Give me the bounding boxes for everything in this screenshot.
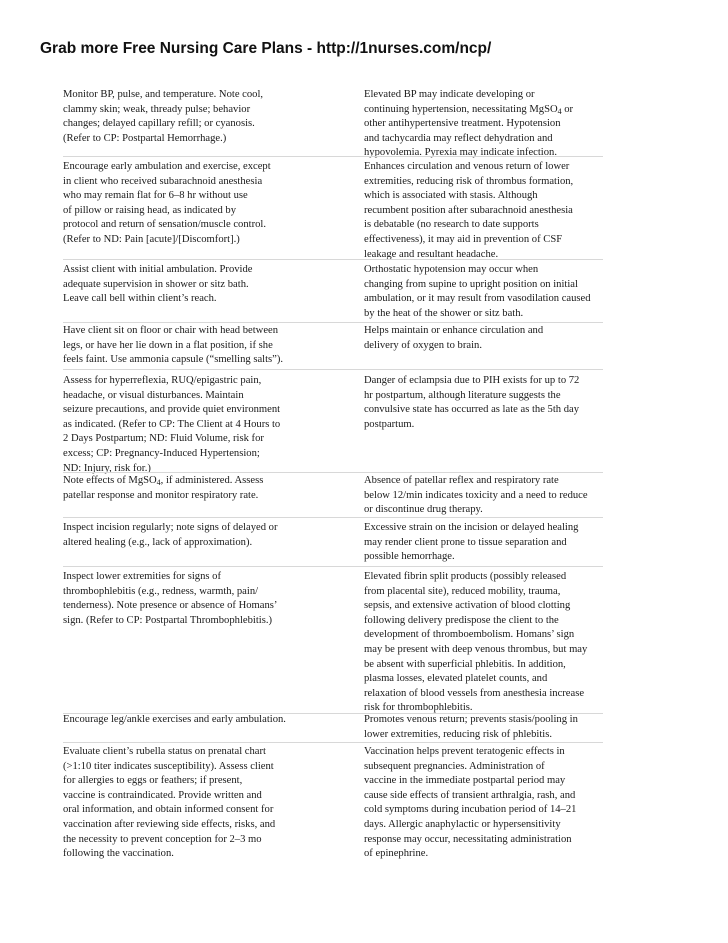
rationale: Orthostatic hypotension may occur when changing from supine to upright position on initial ambulation, or it may result from vasodilation caused by the heat of the shower or sitz bath. — [364, 264, 591, 319]
page-header: Grab more Free Nursing Care Plans - http://1nurses.com/ncp/ — [40, 40, 492, 57]
rationale: Elevated BP may indicate developing or continuing hypertension, necessitating MgSO$_4$ or other antihypertensive treatment. Hypotension and tachycardia may reflect dehydration and hypovolemia. Pyrexia may indicate infection. — [364, 89, 574, 159]
nursing-action: Encourage early ambulation and exercise, except in client who received subarachnoid anesthesia who may remain flat for 6–8 hr without use of pillow or raising head, as indicated by protocol and return of sensation/muscle control. (Refer to ND: Pain [acute]/[Discomfort].) — [63, 161, 271, 245]
rationale: Elevated fibrin split products (possibly released from placental site), reduced mobility, trauma, sepsis, and extensive activation of blood clotting following delivery predispose the client to the development of thromboembolism. Homans’ sign may be present with deep venous thrombus, but may be absent with superficial phlebitis. In addition, plasma losses, elevated platelet counts, and relaxation of blood vessels from anesthesia increase risk for thrombophlebitis. — [364, 571, 588, 714]
rationale: Absence of patellar reflex and respiratory rate below 12/min indicates toxicity and a need to reduce or discontinue drug therapy. — [364, 475, 588, 516]
nursing-action: Assess for hyperreflexia, RUQ/epigastric pain, headache, or visual disturbances. Maintain seizure precautions, and provide quiet environment as indicated. (Refer to CP: The Client at 4 Hours to 2 Days Postpartum; ND: Fluid Volume, risk for excess; CP: Pregnancy-Induced Hypertension; ND: Injury, risk for.) — [63, 375, 281, 474]
row-divider — [63, 259, 603, 260]
nursing-action: Monitor BP, pulse, and temperature. Note cool, clammy skin; weak, thready pulse; behavior changes; delayed capillary refill; or cyanosis. (Refer to CP: Postpartal Hemorrhage.) — [63, 89, 264, 144]
row-divider — [63, 322, 603, 323]
rationale: Danger of eclampsia due to PIH exists for up to 72 hr postpartum, although literature suggests the convulsive state has occurred as late as the 5th day postpartum. — [364, 375, 580, 430]
row-divider — [63, 517, 603, 518]
nursing-action: Encourage leg/ankle exercises and early ambulation. — [63, 714, 286, 725]
row-divider — [63, 472, 603, 473]
rationale: Helps maintain or enhance circulation and delivery of oxygen to brain. — [364, 325, 544, 351]
rationale: Excessive strain on the incision or delayed healing may render client prone to tissue separation and possible hemorrhage. — [364, 522, 579, 563]
rationale: Enhances circulation and venous return of lower extremities, reducing risk of thrombus formation, which is associated with stasis. Although recumbent position after subarachnoid anesthesia is debatable (no research to date supports effectiveness), it may aid in prevention of CSF leakage and resultant headache. — [364, 161, 574, 260]
rationale: Promotes venous return; prevents stasis/pooling in lower extremities, reducing risk of phlebitis. — [364, 714, 578, 740]
nursing-action: Inspect lower extremities for signs of thrombophlebitis (e.g., redness, warmth, pain/ tenderness). Note presence or absence of Homans’ sign. (Refer to CP: Postpartal Thrombophlebitis.) — [63, 571, 278, 626]
rationale: Vaccination helps prevent teratogenic effects in subsequent pregnancies. Administration of vaccine in the immediate postpartal period may cause side effects of transient arthralgia, rash, and cold symptoms during incubation period of 14–21 days. Allergic anaphylactic or hypersensitivity response may occur, necessitating administration of epinephrine. — [364, 746, 577, 860]
nursing-action: Evaluate client’s rubella status on prenatal chart (>1:10 titer indicates susceptibility). Assess client for allergies to eggs or feathers; if present, vaccine is contraindicated. Provide written and oral information, and obtain informed consent for vaccination after reviewing side effects, risks, and the necessity to prevent conception for 2–3 mo following the vaccination. — [63, 746, 276, 860]
row-divider — [63, 156, 603, 157]
nursing-action: Inspect incision regularly; note signs of delayed or altered healing (e.g., lack of approximation). — [63, 522, 278, 548]
row-divider — [63, 369, 603, 370]
row-divider — [63, 566, 603, 567]
nursing-action: Have client sit on floor or chair with head between legs, or have her lie down in a flat position, if she feels faint. Use ammonia capsule (“smelling salts”). — [63, 325, 284, 366]
nursing-action: Assist client with initial ambulation. Provide adequate supervision in shower or sitz bath. Leave call bell within client’s reach. — [63, 264, 253, 305]
nursing-action: Note effects of MgSO$_4$, if administered. Assess patellar response and monitor respiratory rate. — [63, 475, 264, 501]
row-divider — [63, 742, 603, 743]
